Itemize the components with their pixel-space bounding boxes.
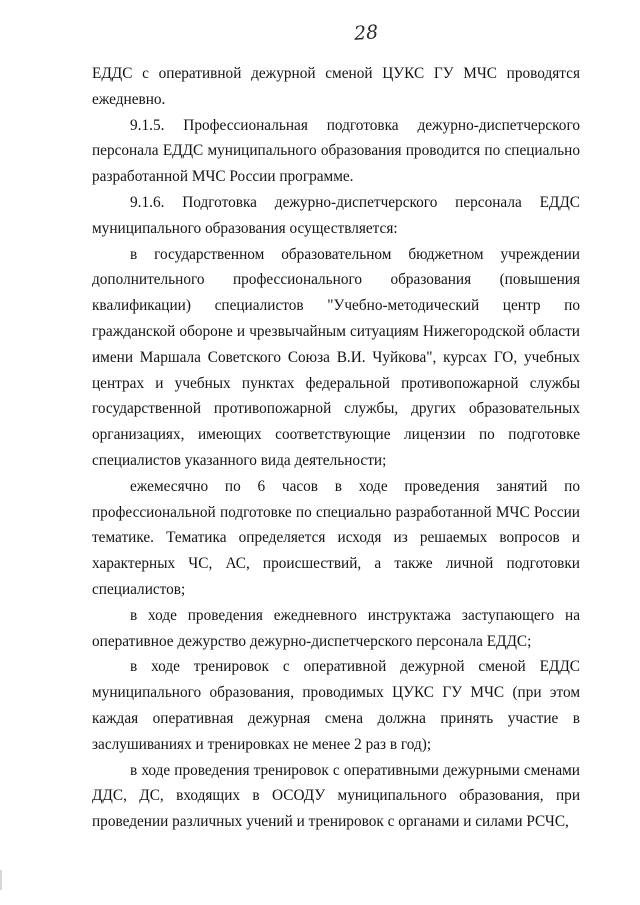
- paragraph-9-1-5: 9.1.5. Профессиональная подготовка дежурно-диспетчерского персонала ЕДДС муниципального образования проводится по специально разработанной МЧС России программе.: [92, 116, 580, 186]
- list-item-educational-institution: в государственном образовательном бюджетном учреждении дополнительного профессионального образования (повышения квалификации) специалистов "Учебно-методический центр по гражданской обороне и чрезвычайным ситуациям Нижегородской области имени Маршала Советского Союза В.И. Чуйкова", курсах ГО, учебных центрах и учебных пунктах федеральной противопожарной службы государственной противопожарной службы, других образовательных организациях, имеющих соответствующие лицензии по подготовке специалистов указанного вида деятельности;: [92, 245, 580, 469]
- list-item-daily-briefing: в ходе проведения ежедневного инструктажа заступающего на оперативное дежурство дежурно-диспетчерского персонала ЕДДС;: [92, 606, 580, 650]
- document-body: [92, 61, 580, 835]
- paragraph-9-1-6: 9.1.6. Подготовка дежурно-диспетчерского персонала ЕДДС муниципального образования осуществляется:: [92, 193, 580, 237]
- scan-edge-mark: [0, 870, 2, 890]
- paragraph-continuation: ЕДДС с оперативной дежурной сменой ЦУКС ГУ МЧС проводятся ежедневно.: [92, 65, 580, 108]
- list-item-dds-drills: в ходе проведения тренировок с оперативными дежурными сменами ДДС, ДС, входящих в ОСОДУ муниципального образования, при проведении различных учений и тренировок с органами и силами РСЧС,: [92, 761, 580, 831]
- list-item-cuks-drills: в ходе тренировок с оперативной дежурной сменой ЕДДС муниципального образования, проводимых ЦУКС ГУ МЧС (при этом каждая оперативная дежурная смена должна принять участие в заслушиваниях и тренировках не менее 2 раз в год);: [92, 658, 580, 753]
- page-number: 28: [353, 21, 379, 45]
- list-item-monthly-training: ежемесячно по 6 часов в ходе проведения занятий по профессиональной подготовке по специально разработанной МЧС России тематике. Тематика определяется исходя из решаемых вопросов и характерных ЧС, АС, происшествий, а также личной подготовки специалистов;: [92, 477, 580, 598]
